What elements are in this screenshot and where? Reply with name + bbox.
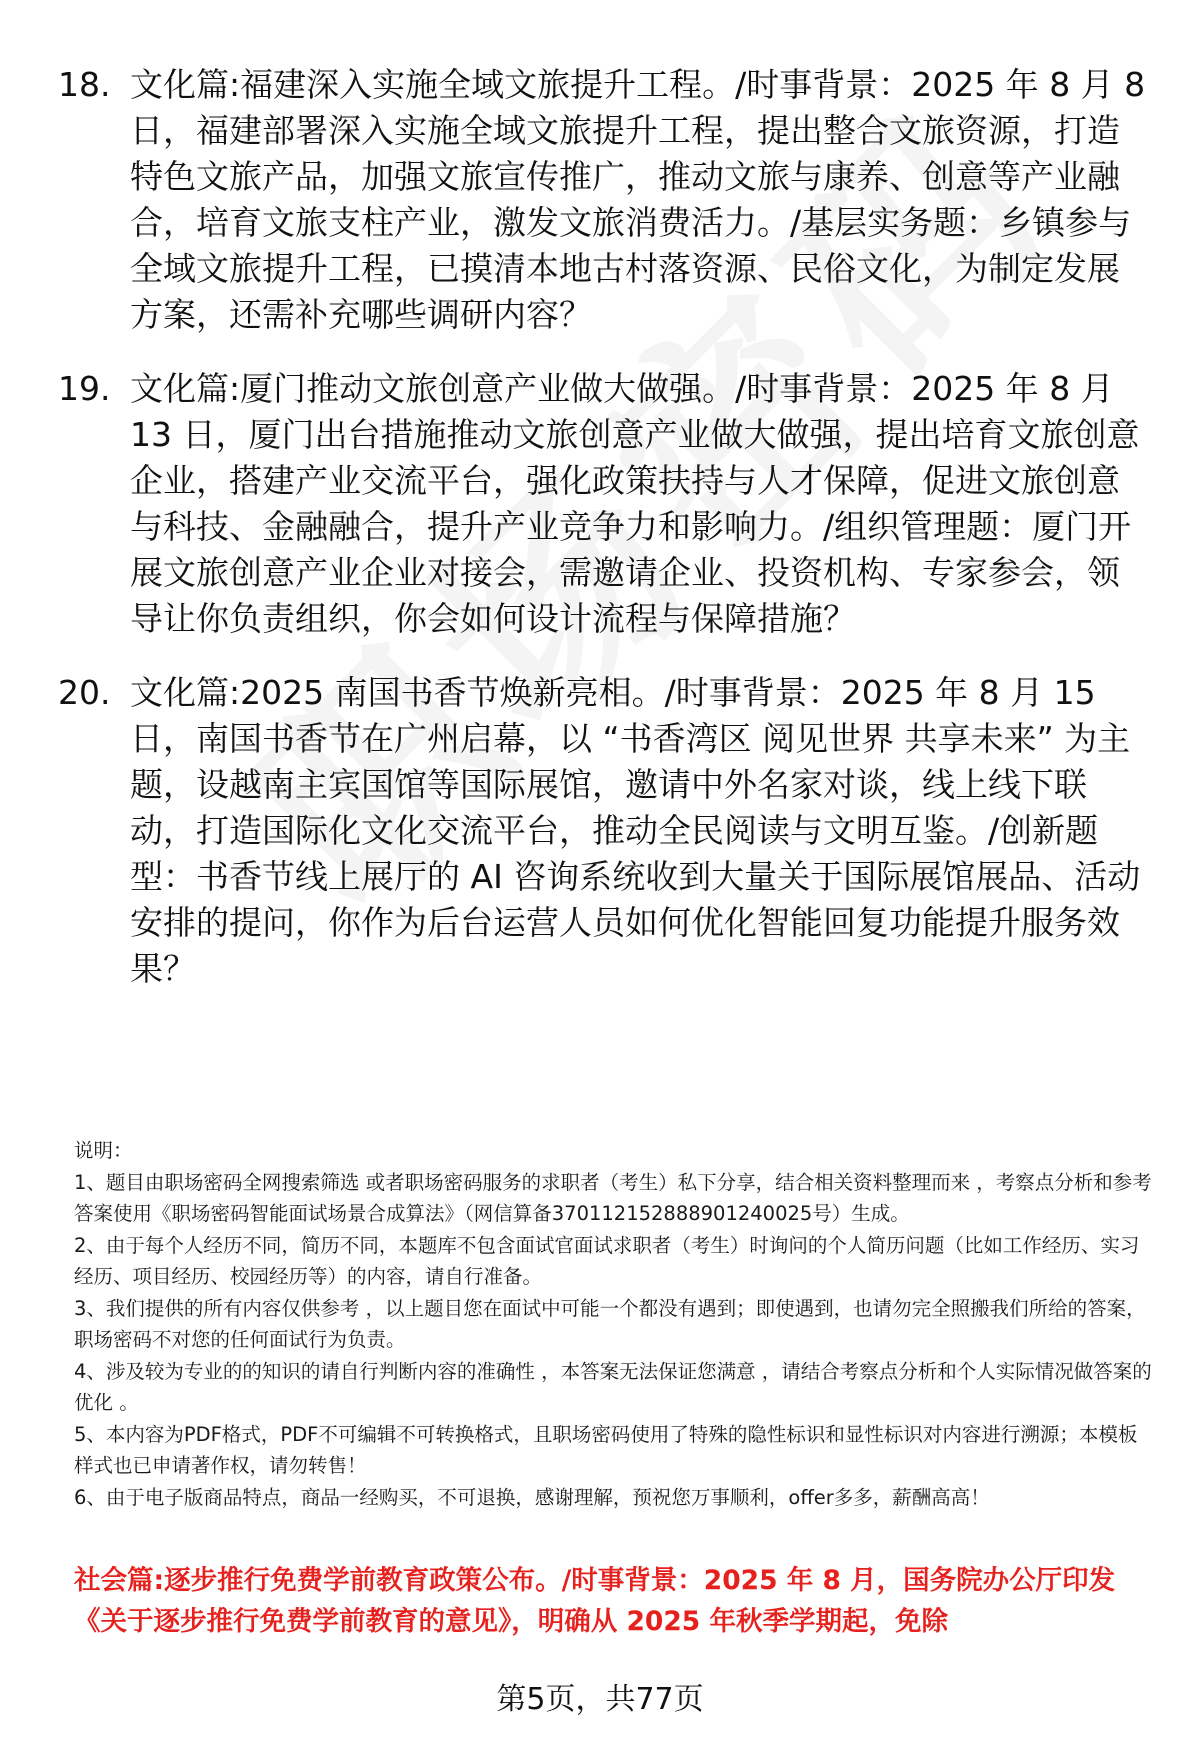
question-number: 20. [58,673,111,712]
question-text: 文化篇:厦门推动文旅创意产业做大做强。/时事背景：2025 年 8 月 13 日，厦门出台措施推动文旅创意产业做大做强，提出培育文旅创意企业，搭建产业交流平台，强化政策扶持与人才保障，促进文旅创意与科技、金融融合，提升产业竞争力和影响力。/组织管理题：厦门开展文旅创意产业企业对接会，需邀请企业、投资机构、专家参会，领导让你负责组织，你会如何设计流程与保障措施？ [130,369,1140,638]
question-text: 文化篇:福建深入实施全域文旅提升工程。/时事背景：2025 年 8 月 8 日，福建部署深入实施全域文旅提升工程，提出整合文旅资源，打造特色文旅产品，加强文旅宣传推广，推动文旅与康养、创意等产业融合，培育文旅支柱产业，激发文旅消费活力。/基层实务题：乡镇参与全域文旅提升工程，已摸清本地古村落资源、民俗文化，为制定发展方案，还需补充哪些调研内容？ [130,65,1146,334]
question-list [58,62,1150,1020]
note-item: 2、由于每个人经历不同，简历不同，本题库不包含面试官面试求职者（考生）时询问的个人简历问题（比如工作经历、实习经历、项目经历、校园经历等）的内容，请自行准备。 [74,1233,1140,1288]
note-item: 3、我们提供的所有内容仅供参考 ，以上题目您在面试中可能一个都没有遇到；即使遇到，也请勿完全照搬我们所给的答案，职场密码不对您的任何面试行为负责。 [74,1296,1146,1351]
question-item [58,62,1150,338]
note-item: 5、本内容为PDF格式，PDF不可编辑不可转换格式，且职场密码使用了特殊的隐性标识和显性标识对内容进行溯源；本模板样式也已申请著作权，请勿转售！ [74,1422,1138,1477]
page-number: 第5页，共77页 [496,1682,704,1717]
notes-title: 说明： [74,1139,133,1162]
social-question-preview: 社会篇:逐步推行免费学前教育政策公布。/时事背景：2025 年 8 月，国务院办公厅印发《关于逐步推行免费学前教育的意见》，明确从 2025 年秋季学期起，免除 [74,1565,1116,1637]
question-text: 文化篇:2025 南国书香节焕新亮相。/时事背景：2025 年 8 月 15 日，南国书香节在广州启幕，以 “书香湾区 阅见世界 共享未来” 为主题，设越南主宾国馆等国际展馆，邀请中外名家对谈，线上线下联动，打造国际化文化交流平台，推动全民阅读与文明互鉴。/创新题型：书香节线上展厅的 AI 咨询系统收到大量关于国际展馆展品、活动安排的提问，你作为后台运营人员如何优化智能回复功能提升服务效果？ [130,673,1141,988]
question-number: 19. [58,369,111,408]
question-item [58,366,1150,642]
note-item: 4、涉及较为专业的的知识的请自行判断内容的准确性 ，本答案无法保证您满意 ，请结合考察点分析和个人实际情况做答案的优化 。 [74,1359,1152,1414]
notes-section [74,1135,1156,1513]
note-item: 6、由于电子版商品特点，商品一经购买，不可退换，感谢理解，预祝您万事顺利，offer多多，薪酬高高！ [74,1485,990,1509]
question-item [58,670,1150,992]
note-item: 1、题目由职场密码全网搜索筛选 或者职场密码服务的求职者（考生）私下分享，结合相关资料整理而来 ，考察点分析和参考答案使用《职场密码智能面试场景合成算法》（网信算备370112152888901240025号）生成。 [74,1170,1152,1225]
question-number: 18. [58,65,111,104]
